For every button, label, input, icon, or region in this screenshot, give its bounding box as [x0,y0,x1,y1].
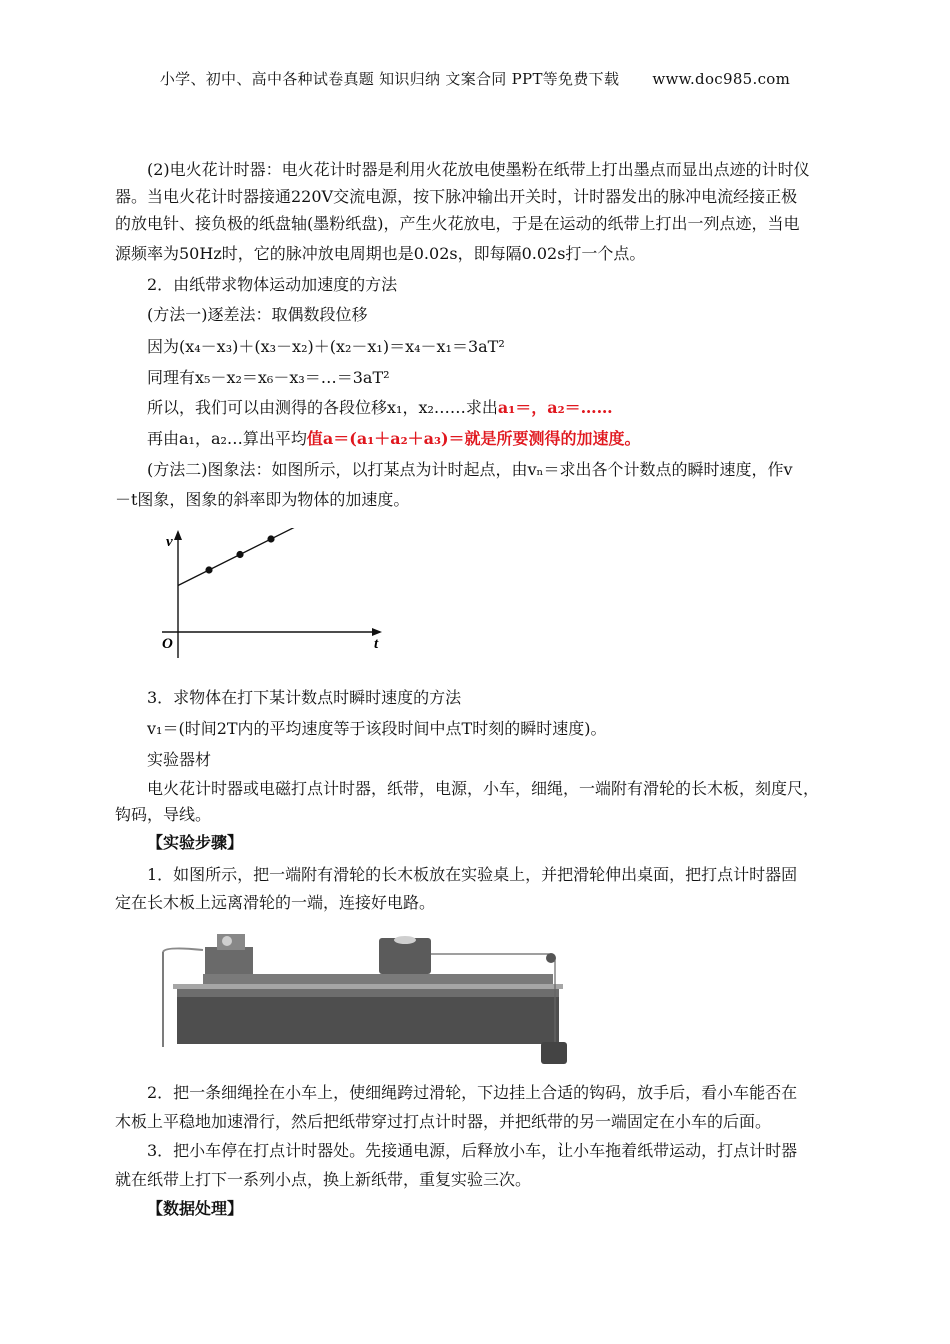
section-2-title: 2．由纸带求物体运动加速度的方法 [147,275,398,294]
equipment-line-2: 钩码，导线。 [115,805,212,824]
so-line-text: 所以，我们可以由测得的各段位移x₁，x₂……求出 [147,398,498,417]
step-1-line-2: 定在长木板上远离滑轮的一端，连接好电路。 [115,893,436,912]
data-processing-title: 【数据处理】 [147,1199,244,1218]
steps-title: 【实验步骤】 [147,833,244,852]
step-3-line-2: 就在纸带上打下一系列小点，换上新纸带，重复实验三次。 [115,1170,532,1189]
origin-label: O [162,636,173,652]
section-3-formula: v₁＝(时间2T内的平均速度等于该段时间中点T时刻的瞬时速度)。 [147,719,607,738]
so-line-red: a₁＝，a₂＝…… [497,398,613,417]
spark-line-4: 源频率为50Hz时，它的脉冲放电周期也是0.02s，即每隔0.02s打一个点。 [115,244,646,263]
tape-curve [163,948,203,952]
apparatus-figure [155,922,575,1072]
v-axis-arrow-icon [174,530,182,540]
long-board [203,974,553,984]
page-header [0,68,950,89]
v-axis-label: v [166,534,173,550]
data-point [236,551,243,558]
spark-line-2: 器。当电火花计时器接通220V交流电源，按下脉冲输出开关时，计时器发出的脉冲电流经接正极 [115,187,798,206]
step-2-line-1: 2．把一条细绳拴在小车上，使细绳跨过滑轮，下边挂上合适的钩码，放手后，看小车能否在 [147,1083,798,1102]
spark-line-1: (2)电火花计时器：电火花计时器是利用火花放电使墨粉在纸带上打出墨点而显出点迹的计时仪 [147,160,810,179]
step-3-line-1: 3．把小车停在打点计时器处。先接通电源，后释放小车，让小车拖着纸带运动，打点计时器 [147,1141,798,1160]
so-line [147,398,613,418]
t-axis-label: t [374,636,379,652]
table-body [177,989,559,1044]
table-front-edge [177,989,559,997]
header-url[interactable]: www.doc985.com [652,70,791,88]
table-top-edge [173,984,563,989]
method-2-line-1: (方法二)图象法：如图所示，以打某点为计时起点，由vₙ＝求出各个计数点的瞬时速度，作v [147,460,793,479]
hook-weight [541,1042,567,1064]
again-line [147,429,641,449]
equipment-title: 实验器材 [147,750,212,769]
v-t-axes [162,530,382,658]
data-point [267,535,274,542]
v-t-graph [158,528,390,658]
formula-same: 同理有x₅－x₂＝x₆－x₃＝…＝3aT² [147,368,390,387]
spark-line-3: 的放电针、接负极的纸盘轴(墨粉纸盘)，产生火花放电，于是在运动的纸带上打出一列点迹，当电 [115,214,800,233]
section-3-title: 3．求物体在打下某计数点时瞬时速度的方法 [147,688,462,707]
dot-timer [205,947,253,974]
step-2-line-2: 木板上平稳地加速滑行，然后把纸带穿过打点计时器，并把纸带的另一端固定在小车的后面。 [115,1112,772,1131]
again-line-red: 值a＝(a₁＋a₂＋a₃)＝就是所要测得的加速度。 [306,429,641,448]
equipment-line-1: 电火花计时器或电磁打点计时器，纸带，电源，小车，细绳，一端附有滑轮的长木板，刻度尺， [147,779,820,798]
step-1-line-1: 1．如图所示，把一端附有滑轮的长木板放在实验桌上，并把滑轮伸出桌面，把打点计时器固 [147,865,798,884]
method-1-title: (方法一)逐差法：取偶数段位移 [147,305,368,324]
t-axis-arrow-icon [372,628,382,636]
formula-because: 因为(x₄－x₃)＋(x₃－x₂)＋(x₂－x₁)＝x₄－x₁＝3aT² [147,337,505,356]
again-line-text: 再由a₁，a₂…算出平均 [147,429,307,448]
fit-line [178,528,333,586]
data-point [205,566,212,573]
cart-hole [394,936,416,944]
method-2-line-2: －t图象，图象的斜率即为物体的加速度。 [115,490,410,509]
v-t-marks [178,528,337,586]
header-text: 小学、初中、高中各种试卷真题 知识归纳 文案合同 PPT等免费下载 [159,70,620,88]
timer-knob-icon [222,936,232,946]
